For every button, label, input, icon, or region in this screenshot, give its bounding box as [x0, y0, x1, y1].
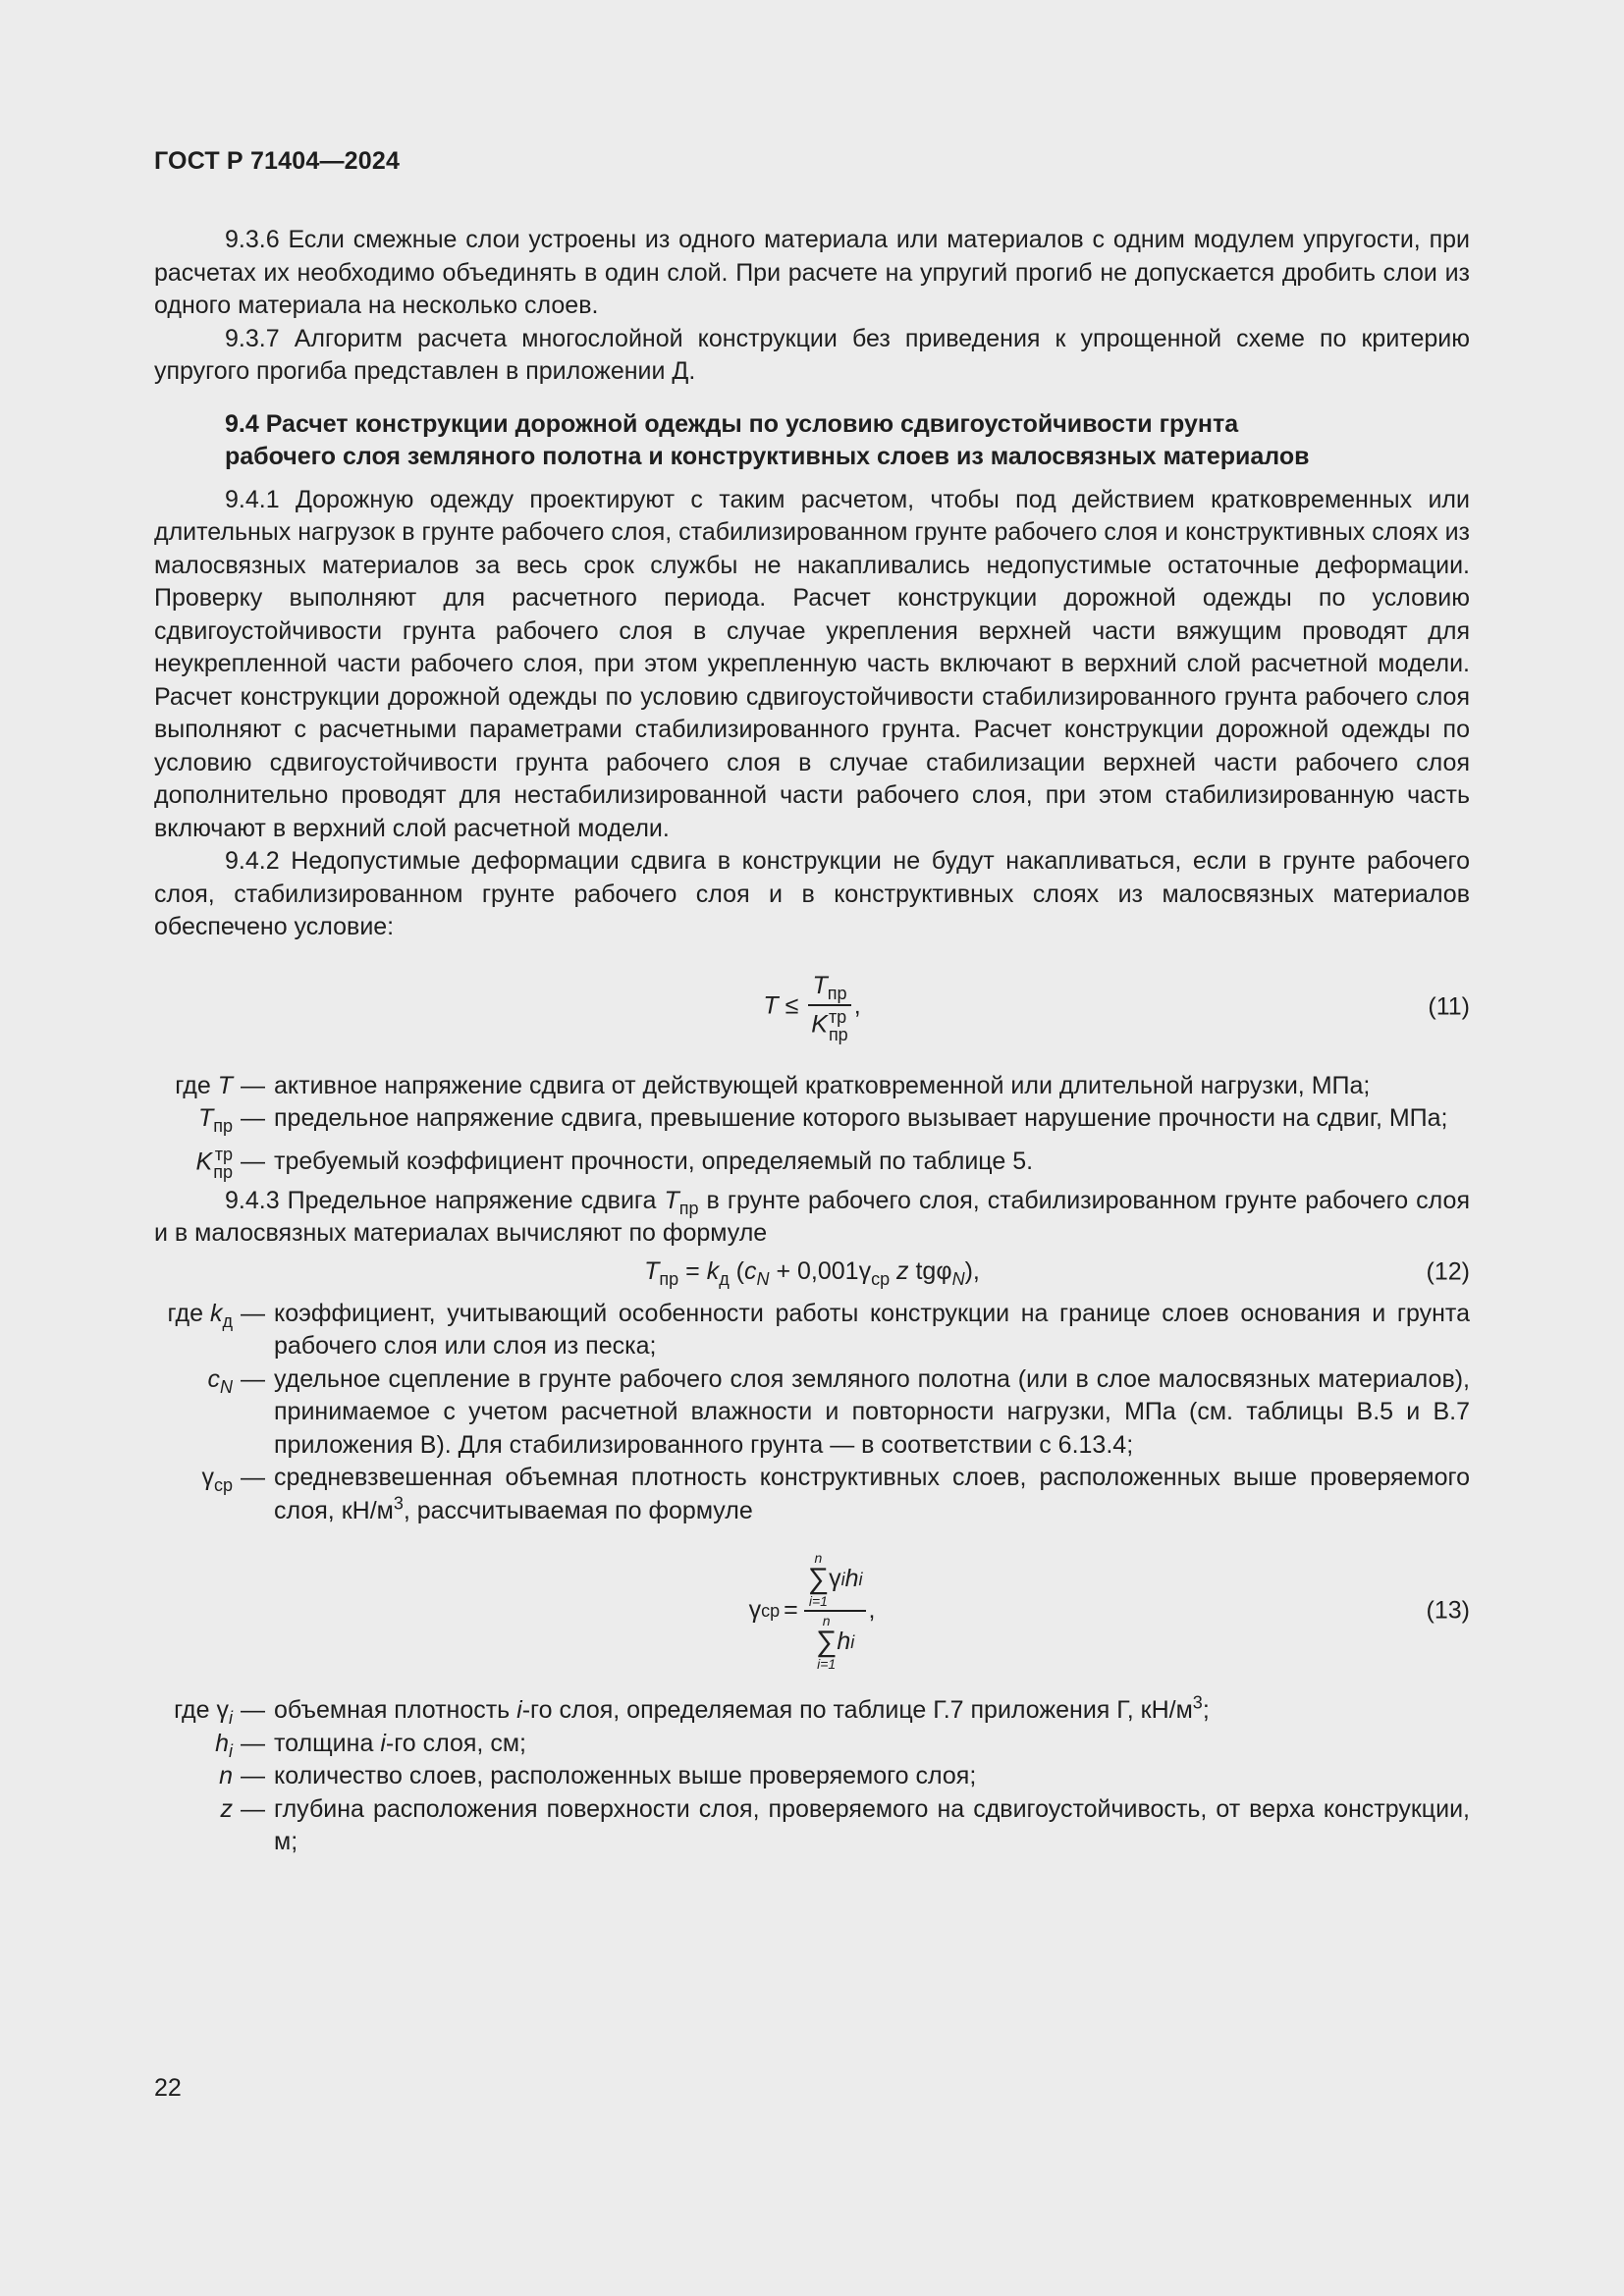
f12-T-sub: пр [659, 1268, 679, 1289]
def-desc: коэффициент, учитывающий особенности работы конструкции на границе слоев основания и грунта рабочего слоя или слоя из песка; [274, 1299, 1470, 1360]
definition-row [154, 1793, 1470, 1859]
def-desc: предельное напряжение сдвига, превышение которого вызывает нарушение прочности на сдвиг, МПа; [274, 1104, 1448, 1132]
def-term: $\gamma_{ср}$ [201, 1464, 233, 1495]
def-dash: — [241, 1071, 265, 1099]
f13-den-sum: n ∑ i=1 [815, 1613, 838, 1672]
definition-row [154, 1694, 1470, 1728]
f11-den-indices [829, 1008, 848, 1043]
f12-phi: φ [936, 1256, 952, 1285]
def-desc: удельное сцепление в грунте рабочего слоя земляного полотна (или в слое малосвязных материалов), принимаемое с учетом расчетной влажности и повторности нагрузки, МПа (см. таблицы В.5 и В.7 приложения В). Для стабилизированного грунта — в соответствии с 6.13.4; [274, 1364, 1470, 1459]
def-term: K тр пр [195, 1144, 233, 1182]
f13-gamma: γ [748, 1596, 762, 1625]
definitions-11 [154, 1070, 1470, 1181]
paragraph-9-4-2: 9.4.2 Недопустимые деформации сдвига в конструкции не будут накапливаться, если в грунте рабочего слоя, стабилизированном грунте рабочего слоя и в конструктивных слоях из малосвязных материалов обеспечено условие: [154, 847, 1470, 940]
f13-eq: = [784, 1596, 798, 1625]
f13-den-h: h [837, 1628, 851, 1656]
page-content [154, 224, 1470, 1859]
def-desc: требуемый коэффициент прочности, определяемый по таблице 5. [274, 1147, 1034, 1175]
f12-c-sub: N [756, 1268, 770, 1289]
f12-close: ), [964, 1256, 980, 1285]
definitions-12 [154, 1298, 1470, 1528]
f11-den-sub: пр [828, 1025, 848, 1045]
formula-12-number: (12) [1426, 1256, 1470, 1285]
paragraph-9-3-6: 9.3.6 Если смежные слои устроены из одного материала или материалов с одним модулем упругости, при расчетах их необходимо объединять в один слой. При расчете на упругий прогиб не допускается дробить слои из одного материала на несколько слоев. [154, 226, 1470, 319]
formula-13-number: (13) [1426, 1596, 1470, 1625]
f12-c: c [744, 1256, 757, 1285]
def-dash: — [241, 1696, 265, 1724]
paragraph-9-3-7: 9.3.7 Алгоритм расчета многослойной конструкции без приведения к упрощенной схеме по критерию упругого прогиба представлен в приложении Д. [154, 324, 1470, 385]
definition-row [154, 1070, 1470, 1103]
f12-T: T [644, 1256, 660, 1285]
section-heading-9-4 [225, 408, 1470, 474]
def-term: n [219, 1762, 233, 1789]
def-term: где $k_д$ [167, 1299, 233, 1331]
f11-comma: , [853, 991, 861, 1020]
formula-13: γ ср = n ∑ i=1 γ i h i n ∑ i=1 h i , (13) [748, 1550, 1470, 1672]
f12-z: z [896, 1256, 909, 1285]
f13-num-sum: n ∑ i=1 [807, 1550, 830, 1609]
def-desc: глубина расположения поверхности слоя, проверяемого на сдвигоустойчивость, от верха конструкции, м; [274, 1794, 1470, 1855]
formula-11-number: (11) [1428, 991, 1470, 1020]
f12-tg: tg [915, 1256, 937, 1285]
f13-comma: , [868, 1596, 876, 1625]
definition-row [154, 1462, 1470, 1527]
f11-num-sub: пр [827, 983, 847, 1003]
f12-k: k [706, 1256, 720, 1285]
heading-line-2: рабочего слоя земляного полотна и конструктивных слоев из малосвязных материалов [225, 443, 1310, 470]
paragraph-9-4-3: 9.4.3 Предельное напряжение сдвига $T_{пр}$ в грунте рабочего слоя, стабилизированном грунте рабочего слоя и в малосвязных материалах вычисляют по формуле [154, 1186, 1470, 1247]
def-dash: — [241, 1364, 265, 1393]
definition-row [154, 1728, 1470, 1761]
def-dash: — [241, 1729, 265, 1757]
f12-k-sub: д [719, 1268, 730, 1289]
page-number: 22 [154, 2074, 182, 2102]
def-dash: — [241, 1104, 265, 1132]
f11-num-T: T [812, 971, 828, 999]
def-desc: средневзвешенная объемная плотность конструктивных слоев, расположенных выше проверяемого слоя, $кН/м^3$, рассчитываемая по формуле [274, 1464, 1470, 1524]
def-dash: — [241, 1794, 265, 1823]
def-dash: — [241, 1299, 265, 1327]
f12-phi-sub: N [951, 1268, 965, 1289]
f12-gamma: γ [858, 1256, 872, 1285]
formula-11 [154, 956, 1470, 1058]
definition-row [154, 1760, 1470, 1793]
f12-open: ( [735, 1256, 744, 1285]
f13-num-h: h [844, 1565, 859, 1593]
def-desc: объемная плотность i-го слоя, определяемая по таблице Г.7 приложения Г, $кН/м^3$; [274, 1692, 1210, 1724]
definition-row [154, 1102, 1470, 1136]
f12-gamma-sub: ср [871, 1268, 891, 1289]
definitions-13 [154, 1694, 1470, 1859]
def-term: $c_N$ [207, 1364, 233, 1397]
formula-12 [154, 1253, 1470, 1292]
definition-row [154, 1363, 1470, 1463]
def-dash: — [241, 1464, 265, 1491]
heading-line-1: 9.4 Расчет конструкции дорожной одежды по условию сдвигоустойчивости грунта [225, 409, 1239, 438]
def-desc: толщина i-го слоя, см; [274, 1729, 526, 1757]
def-desc: количество слоев, расположенных выше проверяемого слоя; [274, 1762, 977, 1789]
f13-num-gamma: γ [829, 1565, 841, 1593]
definition-row [154, 1136, 1470, 1181]
def-term: $h_i$ [215, 1729, 233, 1761]
f13-fraction: n ∑ i=1 γ i h i n ∑ i=1 h i [804, 1551, 867, 1671]
f11-leq: ≤ [785, 991, 799, 1020]
def-term: $T_{пр}$ [197, 1104, 233, 1136]
doc-code-header: ГОСТ Р 71404—2024 [154, 147, 401, 175]
f11-fraction [807, 970, 851, 1044]
paragraph-9-4-1: 9.4.1 Дорожную одежду проектируют с таким расчетом, чтобы под действием кратковременных или длительных нагрузок в грунте рабочего слоя, стабилизированном грунте рабочего слоя и конструктивных слоях из малосвязных материалов за весь срок службы не накапливались недопустимые остаточные деформации. Проверку выполняют для расчетного периода. Расчет конструкции дорожной одежды по условию сдвигоустойчивости грунта рабочего слоя в случае укрепления верхней части вяжущим проводят для неукрепленной части рабочего слоя, при этом укрепленную часть включают в верхний слой расчетной модели. Расчет конструкции дорожной одежды по условию сдвигоустойчивости стабилизированного грунта рабочего слоя выполняют с расчетными параметрами стабилизированного грунта. Расчет конструкции дорожной одежды по условию сдвигоустойчивости грунта рабочего слоя в случае стабилизации верхней части рабочего слоя дополнительно проводят для нестабилизированной части рабочего слоя, при этом стабилизированную часть включают в верхний слой расчетной модели. [154, 485, 1470, 842]
def-dash: — [241, 1762, 265, 1789]
def-term: где T [175, 1071, 233, 1099]
def-dash: — [241, 1147, 265, 1175]
f11-T: T [763, 991, 779, 1020]
f11-den-K: K [811, 1010, 828, 1039]
f12-eq: = [685, 1256, 700, 1285]
definition-row [154, 1298, 1470, 1363]
f11-den-sup: тр [828, 1007, 847, 1028]
def-term: z [220, 1794, 233, 1823]
def-term: где $\gamma_i$ [174, 1696, 233, 1728]
def-desc: активное напряжение сдвига от действующей кратковременной или длительной нагрузки, МПа; [274, 1071, 1371, 1099]
f12-plus: + 0,001 [776, 1256, 859, 1285]
